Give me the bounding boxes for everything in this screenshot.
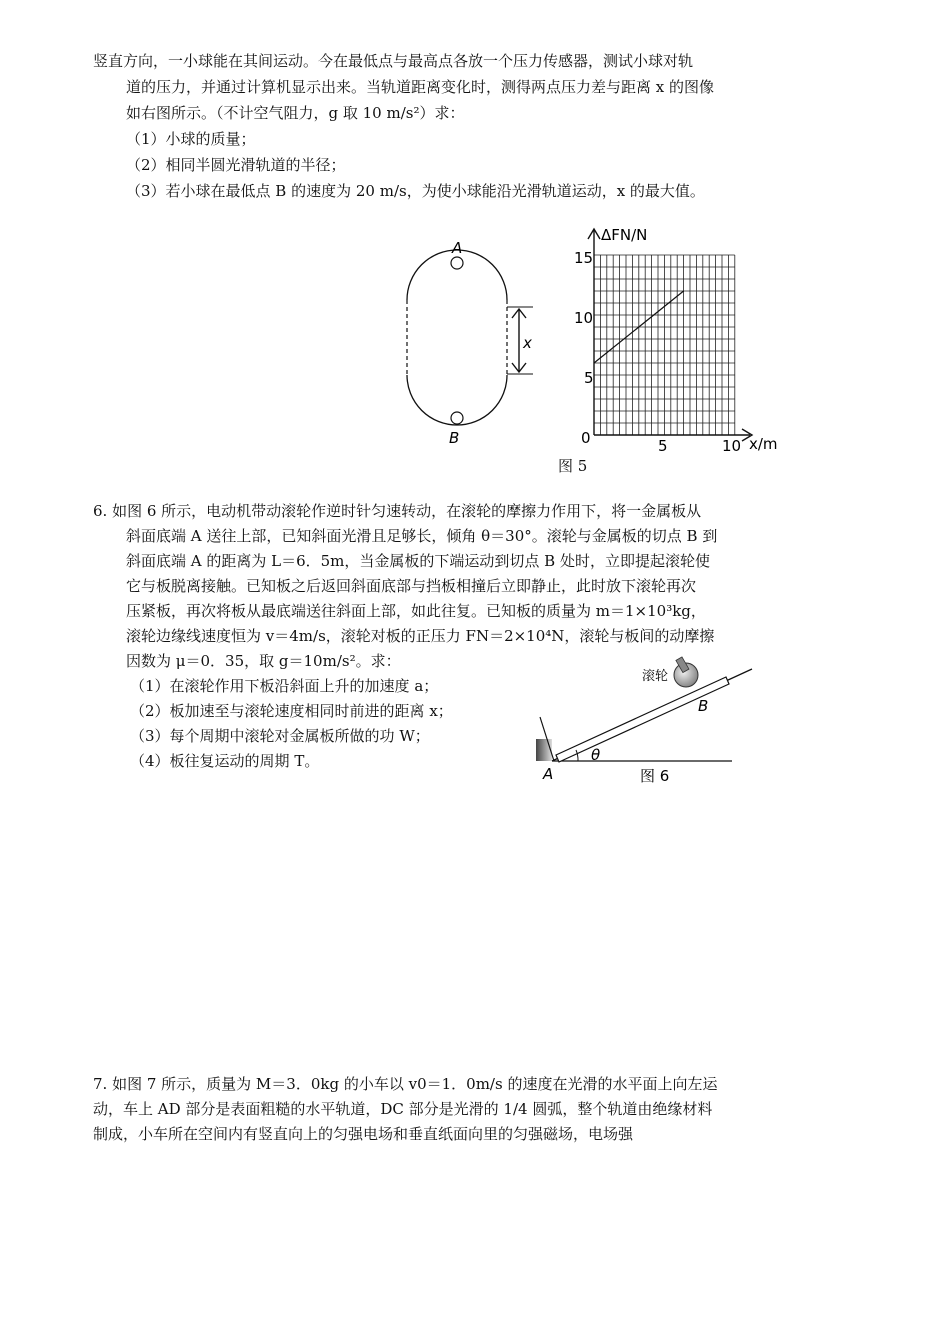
q6-line-4: 它与板脱离接触。已知板之后返回斜面底部与挡板相撞后立即静止，此时放下滚轮再次 bbox=[126, 577, 697, 595]
label-a: A bbox=[543, 765, 554, 783]
label-a: A bbox=[452, 239, 463, 257]
figure-5-track bbox=[395, 230, 545, 460]
q7-line-2: 动，车上 AD 部分是表面粗糙的水平轨道，DC 部分是光滑的 1/4 圆弧，整个轨道由绝缘材料 bbox=[93, 1100, 713, 1118]
metal-plate bbox=[556, 677, 729, 762]
figure-6-caption: 图 6 bbox=[640, 767, 670, 785]
x-axis-label: x/m bbox=[749, 435, 778, 453]
q5-line-2: 道的压力，并通过计算机显示出来。当轨道距离变化时，测得两点压力差与距离 x 的图像 bbox=[126, 78, 714, 96]
y-tick-0: 0 bbox=[581, 429, 591, 447]
q6-line-7: 因数为 μ＝0．35，取 g＝10m/s²。求： bbox=[126, 652, 401, 670]
q6-line-5: 压紧板，再次将板从最底端送往斜面上部，如此往复。已知板的质量为 m＝1×10³kg， bbox=[126, 602, 706, 620]
q5-line-1: 竖直方向，一小球能在其间运动。今在最低点与最高点各放一个压力传感器，测试小球对轨 bbox=[93, 52, 694, 70]
q6-line-3: 斜面底端 A 的距离为 L＝6．5m，当金属板的下端运动到切点 B 处时，立即提起滚轮使 bbox=[126, 552, 710, 570]
q6-sub-2: （2）板加速至与滚轮速度相同时前进的距离 x； bbox=[130, 702, 453, 720]
y-tick-10: 10 bbox=[574, 309, 594, 327]
q7-line-3: 制成，小车所在空间内有竖直向上的匀强电场和垂直纸面向里的匀强磁场，电场强 bbox=[93, 1125, 634, 1143]
y-tick-15: 15 bbox=[574, 249, 594, 267]
figure-5-caption: 图 5 bbox=[558, 457, 588, 475]
q5-line-4: （1）小球的质量； bbox=[126, 130, 256, 148]
figure-6 bbox=[530, 655, 770, 790]
q7-line-1: 7. 如图 7 所示，质量为 M＝3．0kg 的小车以 v0＝1．0m/s 的速度在光滑的水平面上向左运 bbox=[93, 1075, 718, 1093]
label-b: B bbox=[698, 697, 709, 715]
sensor-a-icon bbox=[451, 257, 463, 269]
q6-sub-1: （1）在滚轮作用下板沿斜面上升的加速度 a； bbox=[130, 677, 439, 695]
q6-sub-4: （4）板往复运动的周期 T。 bbox=[130, 752, 320, 770]
x-tick-5: 5 bbox=[658, 437, 668, 454]
label-theta: θ bbox=[591, 746, 601, 764]
q5-line-3: 如右图所示。（不计空气阻力，g 取 10 m/s²）求： bbox=[126, 104, 465, 122]
chart-grid bbox=[594, 255, 735, 435]
q5-line-6: （3）若小球在最低点 B 的速度为 20 m/s，为使小球能沿光滑轨道运动，x 的最大值。 bbox=[126, 182, 705, 200]
q6-line-6: 滚轮边缘线速度恒为 v＝4m/s，滚轮对板的正压力 FN＝2×10⁴N，滚轮与板间的动摩擦 bbox=[126, 627, 715, 645]
q6-line-2: 斜面底端 A 送往上部，已知斜面光滑且足够长，倾角 θ＝30°。滚轮与金属板的切点 B 到 bbox=[126, 527, 718, 545]
q6-sub-3: （3）每个周期中滚轮对金属板所做的功 W； bbox=[130, 727, 430, 745]
y-axis-label: ΔFN/N bbox=[601, 226, 648, 244]
x-tick-10: 10 bbox=[722, 437, 742, 454]
sensor-b-icon bbox=[451, 412, 463, 424]
roller-label: 滚轮 bbox=[642, 669, 669, 684]
stop-block bbox=[536, 739, 552, 761]
label-b: B bbox=[449, 429, 460, 447]
y-tick-5: 5 bbox=[584, 369, 594, 387]
figure-5-chart bbox=[565, 222, 790, 454]
q5-line-5: （2）相同半圆光滑轨道的半径； bbox=[126, 156, 346, 174]
label-x: x bbox=[523, 334, 532, 352]
q6-line-1: 6. 如图 6 所示，电动机带动滚轮作逆时针匀速转动，在滚轮的摩擦力作用下，将一金属板从 bbox=[93, 502, 702, 520]
